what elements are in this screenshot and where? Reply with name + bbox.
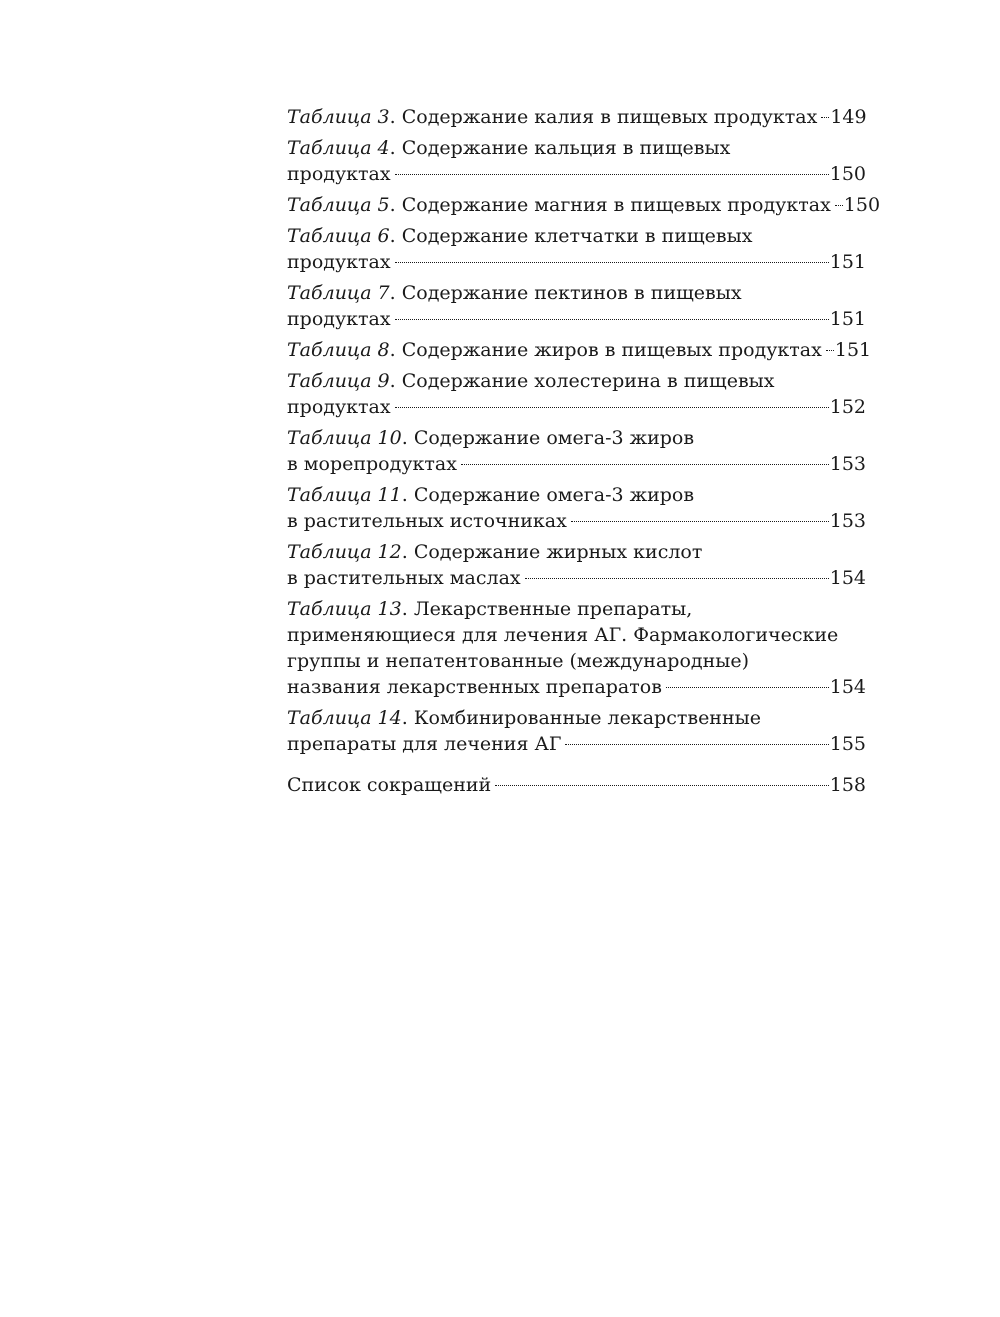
dot-leader	[565, 744, 828, 745]
page-number: 154	[829, 567, 866, 589]
dot-leader	[571, 521, 829, 522]
dot-leader	[395, 174, 829, 175]
toc-entry[interactable]: Таблица 12. Содержание жирных кислот в растительных маслах 154	[287, 541, 866, 589]
entry-title: Содержание жиров в пищевых продуктах	[401, 339, 822, 361]
entry-title-end: продуктах	[287, 163, 391, 185]
toc-entry[interactable]: Таблица 7. Содержание пектинов в пищевых продуктах 151	[287, 282, 866, 330]
entry-title: Содержание жирных кислот	[413, 541, 703, 563]
entry-title: Содержание калия в пищевых продуктах	[401, 106, 818, 128]
entry-title-cont: применяющиеся для лечения АГ. Фармакологические	[287, 624, 839, 646]
entry-title-end: названия лекарственных препаратов	[287, 676, 662, 698]
entry-title: Содержание омега-3 жиров	[413, 427, 695, 449]
spacer	[287, 762, 866, 772]
entry-label: Таблица 11	[287, 484, 402, 506]
page-number: 151	[834, 339, 872, 361]
entry-title-cont: группы и непатентованные (международные)	[287, 650, 750, 672]
entry-title: Содержание омега-3 жиров	[413, 484, 695, 506]
entry-title: Комбинированные лекарственные	[413, 707, 762, 729]
page-number: 154	[829, 676, 866, 698]
toc-entry[interactable]: Таблица 9. Содержание холестерина в пищевых продуктах 152	[287, 370, 866, 418]
entry-title: Содержание магния в пищевых продуктах	[401, 194, 831, 216]
page-number: 150	[829, 163, 866, 185]
entry-title: Содержание холестерина в пищевых	[401, 370, 775, 392]
dot-leader	[495, 785, 829, 786]
toc-entry[interactable]: Таблица 14. Комбинированные лекарственные препараты для лечения АГ 155	[287, 707, 866, 755]
entry-title: Содержание кальция в пищевых	[401, 137, 731, 159]
toc-entry[interactable]: Таблица 6. Содержание клетчатки в пищевых продуктах 151	[287, 225, 866, 273]
entry-title-end: продуктах	[287, 251, 391, 273]
page-number: 153	[829, 453, 866, 475]
entry-title-end: продуктах	[287, 308, 391, 330]
page-number: 158	[829, 774, 866, 796]
page-number: 149	[830, 106, 867, 128]
entry-title-end: препараты для лечения АГ	[287, 733, 562, 755]
entry-label: Таблица 9	[287, 370, 390, 392]
entry-title-end: в растительных маслах	[287, 567, 521, 589]
entry-title: Список сокращений	[287, 774, 492, 796]
page-number: 152	[829, 396, 866, 418]
entry-label: Таблица 8	[287, 339, 390, 361]
dot-leader	[666, 687, 829, 688]
page-number: 150	[843, 194, 881, 216]
toc-entry[interactable]: Таблица 4. Содержание кальция в пищевых продуктах 150	[287, 137, 866, 185]
entry-label: Таблица 14	[287, 707, 402, 729]
dot-leader	[525, 578, 829, 579]
entry-title-end: в морепродуктах	[287, 453, 457, 475]
entry-title: Содержание клетчатки в пищевых	[401, 225, 753, 247]
entry-label: Таблица 5	[287, 194, 390, 216]
entry-title-end: в растительных источниках	[287, 510, 567, 532]
toc-entry-abbreviations[interactable]	[287, 772, 866, 798]
entry-label: Таблица 7	[287, 282, 390, 304]
entry-label: Таблица 12	[287, 541, 402, 563]
page-number: 155	[829, 733, 866, 755]
dot-leader	[826, 350, 834, 351]
dot-leader	[835, 205, 843, 206]
entry-label: Таблица 3	[287, 106, 390, 128]
toc-entry[interactable]: Таблица 11. Содержание омега-3 жиров в растительных источниках 153	[287, 484, 866, 532]
dot-leader	[395, 319, 829, 320]
page-number: 151	[829, 251, 866, 273]
page-number: 151	[829, 308, 866, 330]
entry-title: Содержание пектинов в пищевых	[401, 282, 742, 304]
dot-leader	[395, 407, 829, 408]
toc-entry[interactable]: Таблица 8. Содержание жиров в пищевых продуктах 151	[287, 339, 872, 361]
table-of-contents	[287, 104, 881, 803]
dot-leader	[461, 464, 829, 465]
toc-entry[interactable]: Таблица 13. Лекарственные препараты, применяющиеся для лечения АГ. Фармакологические группы и непатентованные (международные) названия лекарственных препаратов 154	[287, 598, 866, 698]
entry-label: Таблица 10	[287, 427, 402, 449]
page-number: 153	[829, 510, 866, 532]
toc-entry[interactable]: Таблица 10. Содержание омега-3 жиров в морепродуктах 153	[287, 427, 866, 475]
entry-title-end: продуктах	[287, 396, 391, 418]
entry-label: Таблица 6	[287, 225, 390, 247]
entry-label: Таблица 4	[287, 137, 390, 159]
dot-leader	[821, 117, 829, 118]
entry-title: Лекарственные препараты,	[413, 598, 693, 620]
entry-label: Таблица 13	[287, 598, 402, 620]
toc-entry[interactable]: Таблица 3. Содержание калия в пищевых продуктах 149	[287, 106, 867, 128]
toc-entry[interactable]: Таблица 5. Содержание магния в пищевых продуктах 150	[287, 194, 881, 216]
dot-leader	[395, 262, 829, 263]
